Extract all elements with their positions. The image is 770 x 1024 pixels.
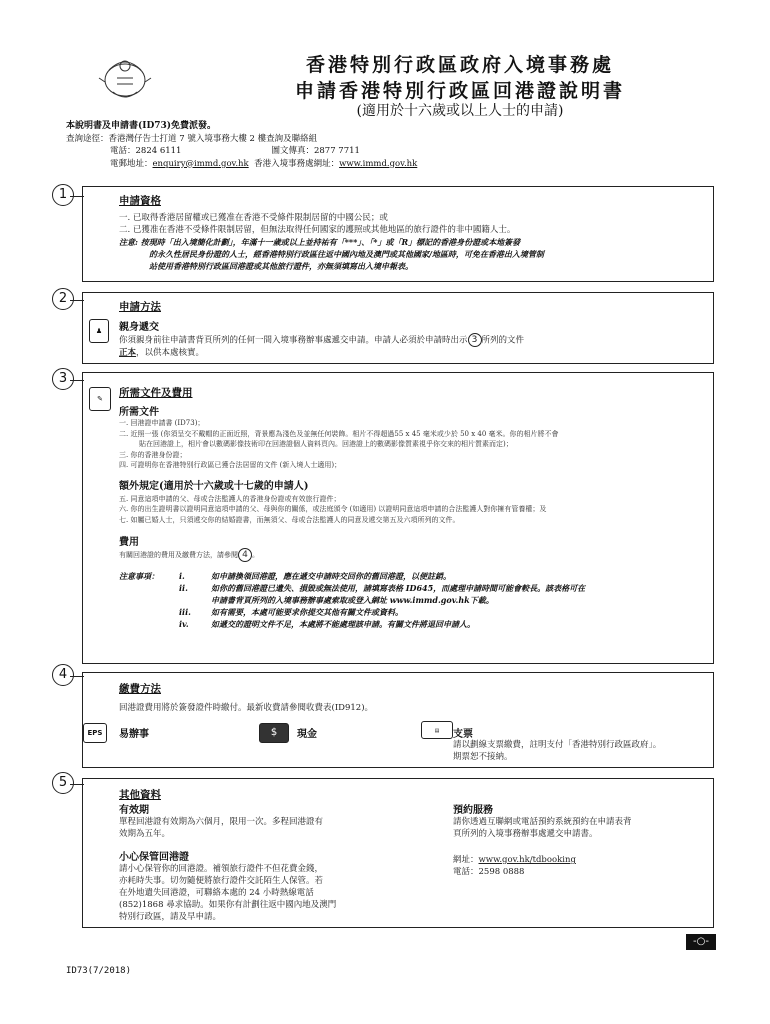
- section-3-heading: 所需文件及費用: [119, 387, 193, 399]
- extra-item-5: 五. 同意這項申請的父、母或合法監護人的香港身份證或有效旅行證件；: [119, 494, 341, 503]
- section-2-number: 2: [52, 288, 74, 310]
- section-5: [82, 778, 714, 928]
- note-1: 如申請換領回港證，應在遞交申請時交回你的舊回港證，以便註銷。: [211, 571, 451, 581]
- booking-web-link[interactable]: www.gov.hk/tdbooking: [478, 855, 576, 865]
- document-title: 申請香港特別行政區回港證說明書: [294, 80, 625, 102]
- note-2-line-2: 申請書背頁所列的入境事務辦事處索取或登入網址 www.immd.gov.hk下載。: [211, 595, 494, 605]
- booking-web-label: 網址：: [453, 855, 479, 865]
- website-link[interactable]: www.immd.gov.hk: [339, 158, 418, 169]
- section-5-number: 5: [52, 772, 74, 794]
- document-item-3: 三. 你的香港身份證；: [119, 450, 187, 459]
- section-3-number: 3: [52, 368, 74, 390]
- document-item-4: 四. 可證明你在香港特別行政區已獲合法居留的文件 (新入境人士適用)；: [119, 461, 342, 469]
- note-2-line-1: 如你的舊回港證已遺失、損毀或無法使用，請填寫表格 ID645，而處理申請時間可能會較長。該表格可在: [211, 583, 586, 593]
- email-label: 電郵地址：: [110, 158, 153, 169]
- contact-label: 查詢途徑：: [66, 133, 109, 144]
- eligibility-item-1: 一. 已取得香港居留權或已獲准在香港不受條件限制居留的中國公民；或: [119, 213, 388, 223]
- care-heading: 小心保管回港證: [119, 852, 189, 863]
- note-3: 如有需要，本處可能要求你提交其他有關文件或資料。: [211, 607, 403, 617]
- submission-text: 你須親身前往申請書背頁所列的任何一間入境事務辦事處遞交申請。申請人必須於申請時出示 3 所列的文件: [119, 335, 525, 346]
- document-item-1: 一. 回港證申請書 (ID73)；: [119, 419, 205, 427]
- cash-label: 現金: [297, 729, 317, 740]
- section-3-reference: 3: [468, 333, 482, 347]
- cheque-icon: ▤: [421, 721, 453, 739]
- document-item-2-line-1: 二. 近照一張 (你須呈交不戴帽的正面近照，背景應為淺色及並無任何裝飾。相片不得超過55 x 45 毫米或少於 50 x 40 毫米。你的相片將不會: [119, 429, 559, 438]
- booking-line-2: 頁所列的入境事務辦事處遞交申請書。: [453, 829, 598, 839]
- fax: 圖文傳真：2877 7711: [271, 146, 360, 156]
- eligibility-note-line-2: 的永久性居民身份證的人士，經香港特別行政區往返中國內地及澳門或其他國家/地區時，可免在香港出入境管制: [149, 249, 544, 259]
- documents-icon: ✎: [89, 387, 111, 411]
- extra-item-7: 七. 如屬已婚人士，只須遞交你的結婚證書，而無須父、母或合法監護人的同意及遞交第五及六項所列的文件。: [119, 515, 460, 524]
- section-4-number: 4: [52, 664, 74, 686]
- hksar-emblem-icon: [95, 48, 155, 108]
- cheque-note-1: 請以劃線支票繳費，註明支付「香港特別行政區政府」。: [453, 740, 662, 750]
- free-notice: 本說明書及申請書(ID73)免費派發。: [66, 121, 217, 131]
- page-title: 香港特別行政區政府入境事務處: [305, 54, 614, 76]
- section-2: ♟ 申請方法 親身遞交 你須親身前往申請書背頁所列的任何一間入境事務辦事處遞交申請。申請人必須於申請時出示 3 所列的文件 正本，以供本處核實。: [82, 292, 714, 364]
- section-1-heading: 申請資格: [119, 195, 161, 207]
- form-code: ID73(7/2018): [66, 966, 132, 976]
- care-line-2: 亦耗時失事。切勿隨便將旅行證件交託陌生人保管。若: [119, 876, 324, 886]
- cash-icon: $: [259, 723, 289, 743]
- payment-text: 回港證費用將於簽發證件時繳付。最新收費請參閱收費表(ID912)。: [119, 703, 374, 713]
- required-documents-heading: 所需文件: [119, 407, 159, 418]
- section-3: [82, 372, 714, 664]
- original-emphasis: 正本: [119, 348, 137, 358]
- address: 香港灣仔告士打道 7 號入境事務大樓 2 樓查詢及聯絡組: [108, 133, 318, 144]
- notes-label: 注意事項：: [119, 571, 159, 581]
- fees-heading: 費用: [119, 537, 139, 548]
- validity-line-1: 單程回港證有效期為六個月，限用一次。多程回港證有: [119, 817, 324, 827]
- contact-block: [66, 120, 706, 170]
- section-1: [82, 186, 714, 282]
- cheque-note-2: 期票恕不接納。: [453, 752, 513, 762]
- website-label: 香港入境事務處網址：: [254, 158, 340, 169]
- section-4-reference: 4: [238, 548, 252, 562]
- extra-item-6: 六. 你的出生證明書以證明同意這項申請的父、母與你的關係，或法庭頒令 (如適用) 以證明同意這項申請的合法監護人對你擁有管養權；及: [119, 505, 547, 513]
- eligibility-item-2: 二. 已獲准在香港不受條件限制居留，但無法取得任何國家的護照或其他地區的旅行證件的非中國籍人士。: [119, 225, 516, 235]
- document-subtitle: (適用於十六歲或以上人士的申請): [356, 103, 564, 119]
- fees-text: 有關回港證的費用及繳費方法，請參閱 4 。: [119, 550, 259, 560]
- eligibility-note-line-1: 注意: 按現時「出入境簡化計劃」，年滿十一歲或以上並持祐有「***」、「*」或「R」標記的香港身份證或本地簽發: [119, 237, 521, 247]
- section-4-heading: 繳費方法: [119, 683, 161, 695]
- eligibility-note-line-3: 站使用香港特別行政區回港證或其他旅行證件，亦無須填寫出入境申報表。: [149, 261, 413, 271]
- validity-heading: 有效期: [119, 805, 149, 816]
- eps-label: 易辦事: [119, 729, 149, 740]
- care-line-4: (852)1868 尋求協助。如果你有計劃往返中國內地及澳門: [119, 900, 337, 910]
- care-line-1: 請小心保管你的回港證。補領旅行證件不但花費金錢，: [119, 864, 324, 874]
- document-item-2-line-2: 貼在回港證上，相片會以數碼影像技術印在回港證個人資料頁內。回港證上的數碼影像質素視乎你交來的相片質素而定)；: [139, 440, 513, 448]
- section-4: [82, 672, 714, 768]
- notes-block: 注意事項： i. 如申請換領回港證，應在遞交申請時交回你的舊回港證，以便註銷。 ii. 如你的舊回港證已遺失、損毀或無法使用，請填寫表格 ID645，而處理申請時間可能會較長。該表格可在 申請書背頁所列的入境事務辦事處索取或登入網址 www.immd.gov.hk下載。 iii. 如有需要，本處可能要求你提交其他有關文件或資料。 iv. 如遞交的證明文件不足，本處將不能處理該申請。有關文件將退回申請人。: [119, 571, 586, 629]
- booking-line-1: 請你透過互聯網或電話預約系統預約在申請表背: [453, 817, 632, 827]
- section-1-number: 1: [52, 184, 74, 206]
- additional-requirements-heading: 額外規定(適用於十六歲或十七歲的申請人): [119, 480, 309, 492]
- page-corner-mark: -○-: [686, 934, 716, 950]
- section-5-heading: 其他資料: [119, 789, 161, 801]
- email-link[interactable]: enquiry@immd.gov.hk: [152, 158, 249, 169]
- tel: 電話：2824 6111: [110, 146, 182, 156]
- booking-heading: 預約服務: [453, 805, 493, 816]
- eps-icon: EPS: [83, 723, 107, 743]
- care-line-5: 特別行政區，請及早申請。: [119, 912, 222, 922]
- person-icon: ♟: [89, 319, 109, 343]
- cheque-label: 支票: [453, 729, 473, 740]
- validity-line-2: 效期為五年。: [119, 829, 171, 839]
- submit-in-person-heading: 親身遞交: [119, 322, 159, 333]
- booking-phone: 電話：2598 0888: [453, 867, 525, 877]
- note-4: 如遞交的證明文件不足，本處將不能處理該申請。有關文件將退回申請人。: [211, 619, 475, 629]
- section-2-heading: 申請方法: [119, 301, 161, 313]
- care-line-3: 在外地遺失回港證，可聯絡本處的 24 小時熱線電話: [119, 888, 314, 898]
